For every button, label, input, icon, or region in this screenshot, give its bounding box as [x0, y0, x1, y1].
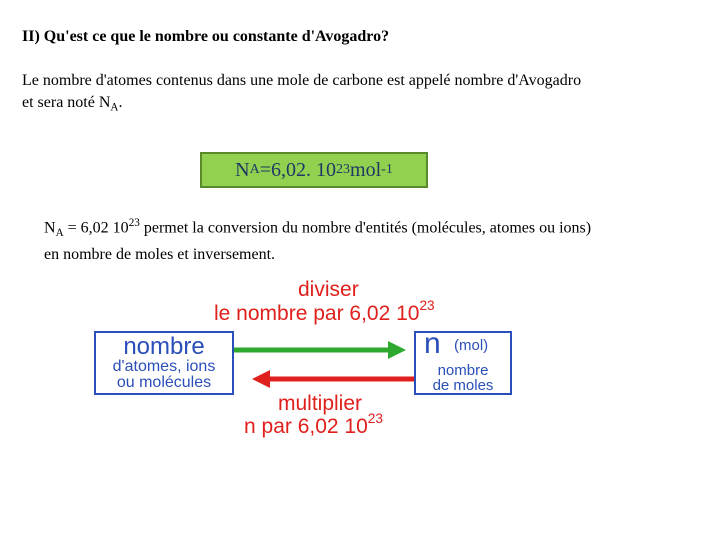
- formula-symbol: N: [235, 158, 250, 181]
- multiply-text: n par 6,02 10: [244, 415, 368, 439]
- divide-text: le nombre par 6,02 10: [214, 302, 420, 326]
- multiply-exp: 23: [367, 411, 383, 426]
- entities-box: [94, 331, 234, 395]
- moles-unit: (mol): [454, 337, 489, 354]
- moles-symbol: n: [424, 327, 441, 360]
- formula-value: =6,02. 10: [259, 158, 337, 181]
- formula-sub: A: [249, 162, 260, 177]
- moles-box: [414, 327, 512, 395]
- moles-caption-line-1: nombre: [437, 362, 489, 379]
- note-symbol: N: [44, 219, 56, 237]
- definition-line-2-prefix: et sera noté N: [22, 94, 111, 111]
- note-text: permet la conversion du nombre d'entités (molécules, atomes ou ions) en nombre de moles et inversement.: [44, 219, 592, 264]
- formula-exp: 23: [336, 162, 351, 177]
- divide-exp: 23: [419, 298, 435, 313]
- formula-unit: mol: [350, 158, 382, 181]
- arrow-left-head-icon: [252, 370, 270, 388]
- entities-line-1: d'atomes, ions: [112, 358, 216, 375]
- definition-line-2-sub: A: [110, 101, 119, 114]
- moles-caption-line-2: de moles: [432, 377, 494, 394]
- note-exp: 23: [128, 217, 140, 229]
- entities-line-2: ou molécules: [116, 374, 212, 391]
- note-value: = 6,02 10: [63, 219, 129, 237]
- definition-line-1: Le nombre d'atomes contenus dans une mole de carbone est appelé nombre d'Avogadro: [22, 72, 582, 89]
- multiply-description: [244, 411, 383, 439]
- divide-label: diviser: [298, 278, 359, 301]
- definition-line-2-suffix: .: [118, 94, 123, 111]
- note-sub: A: [55, 227, 64, 240]
- formula-unit-exp: -1: [381, 162, 393, 177]
- moles-caption: [416, 363, 510, 393]
- section-heading: II) Qu'est ce que le nombre ou constante d'Avogadro?: [22, 28, 390, 45]
- multiply-label: multiplier: [278, 392, 363, 415]
- arrow-right-head-icon: [388, 341, 406, 359]
- entities-title: nombre: [123, 333, 205, 360]
